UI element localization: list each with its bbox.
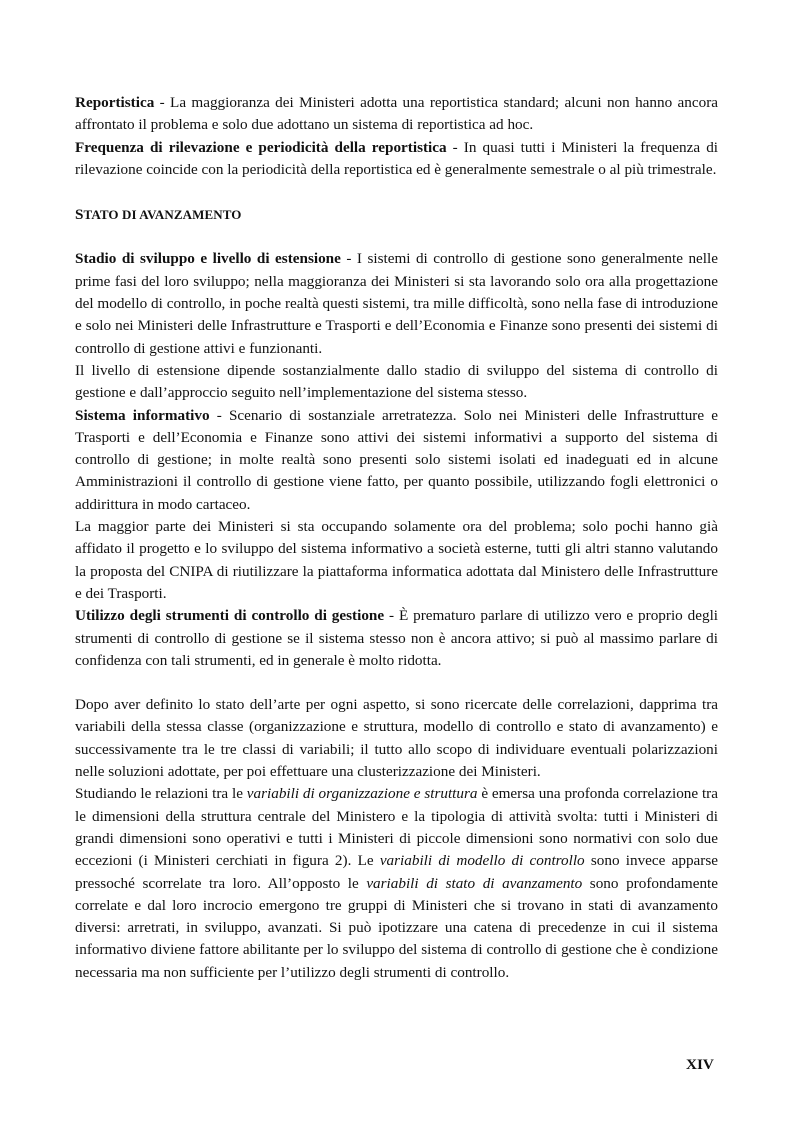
page-number: XIV [686,1056,714,1073]
paragraph-text: sono invece apparse pressoché scorrelate tra loro. All’opposto le [75,852,718,892]
spacer [75,226,718,249]
spacer [75,672,718,694]
paragraph-title: Frequenza di rilevazione e periodicità della reportistica [75,138,447,156]
paragraph-text: - La maggioranza dei Ministeri adotta una reportistica standard; alcuni non hanno ancora affrontato il problema e solo due adottano un sistema di reportistica ad hoc. [75,94,718,134]
paragraph-text: Dopo aver definito lo stato dell’arte per ogni aspetto, si sono ricercate delle correlazioni, dapprima tra variabili della stessa classe (organizzazione e struttura, modello di controllo e stato di avanzamento) e successivamente tra le tre classi di variabili; il tutto allo scopo di individuare eventuali polarizzazioni nelle soluzioni adottate, per poi effettuare una clusterizzazione dei Ministeri. [75,696,718,781]
paragraph-sistema-informativo [75,405,718,516]
paragraph-text: - È prematuro parlare di utilizzo vero e proprio degli strumenti di controllo di gestione se il sistema stesso non è ancora attivo; si può al massimo parlare di confidenza con tali strumenti, ed in generale è molto ridotta. [75,607,719,669]
paragraph-title: Stadio di sviluppo e livello di estensione [75,250,341,268]
paragraph-text: Studiando le relazioni tra le [75,785,247,803]
paragraph-text: - In quasi tutti i Ministeri la frequenza di rilevazione coincide con la periodicità della reportistica ed è generalmente semestrale o al più trimestrale. [75,138,719,178]
italic-term: variabili di stato di avanzamento [366,874,583,892]
section-heading-initial: S [75,205,84,223]
paragraph-maggior-parte [75,516,718,605]
italic-term: variabili di modello di controllo [379,852,585,870]
paragraph-stadio [75,248,718,359]
paragraph-text: Il livello di estensione dipende sostanzialmente dallo stadio di sviluppo del sistema di controllo di gestione e dall’approccio seguito nell’implementazione del sistema stesso. [75,361,718,402]
paragraph-utilizzo [75,605,718,672]
paragraph-correlazioni [75,694,718,783]
paragraph-livello [75,360,718,405]
spacer [75,181,718,204]
paragraph-reportistica [75,92,718,137]
paragraph-studiando [75,783,718,984]
paragraph-title: Utilizzo degli strumenti di controllo di gestione [75,607,385,625]
paragraph-text: sono profondamente correlate e dal loro incrocio emergono tre gruppi di Ministeri che si trovano in stati di avanzamento diversi: arretrati, in sviluppo, avanzati. Si può ipotizzare una catena di precedenze in cui il sistema informativo diviene fattore abilitante per lo sviluppo del sistema di controllo di gestione che è condizione necessaria ma non sufficiente per l’utilizzo degli strumenti di controllo. [75,874,719,981]
paragraph-text: è emersa una profonda correlazione tra le dimensioni della struttura centrale del Ministero e la tipologia di attività svolta: tutti i Ministeri di grandi dimensioni sono operativi e tutti i Ministeri di piccole dimensioni sono normativi con solo due eccezioni (i Ministeri cerchiati in figura 2). Le [75,785,718,870]
section-heading [75,204,718,226]
paragraph-title: Reportistica [75,94,155,111]
paragraph-title: Sistema informativo [75,406,210,424]
paragraph-text: - Scenario di sostanziale arretratezza. Solo nei Ministeri delle Infrastrutture e Trasporti e dell’Economia e Finanze sono attivi dei sistemi informativi a supporto del sistema di controllo di gestione; in molte realtà sono presenti solo sistemi isolati ed inadeguati ed in alcune Amministrazioni il controllo di gestione viene fatto, per quanto possibile, utilizzando fogli elettronici o addirittura in modo cartaceo. [75,406,719,513]
italic-term: variabili di organizzazione e struttura [246,785,478,803]
paragraph-text: - I sistemi di controllo di gestione sono generalmente nelle prime fasi del loro sviluppo; nella maggioranza dei Ministeri si sta lavorando solo ora alla progettazione del modello di controllo, in poche realtà questi sistemi, tra mille difficoltà, sono nella fase di introduzione e solo nei Ministeri delle Infrastrutture e Trasporti e dell’Economia e Finanze sono presenti dei sistemi di controllo di gestione attivi e funzionanti. [75,250,718,357]
paragraph-text: La maggior parte dei Ministeri si sta occupando solamente ora del problema; solo pochi hanno già affidato il progetto e lo sviluppo del sistema informativo a società esterne, tutti gli altri stanno valutando la proposta del CNIPA di riutilizzare la piattaforma informatica adottata dal Ministero delle Infrastrutture e dei Trasporti. [75,518,718,602]
section-heading-rest: TATO DI AVANZAMENTO [83,206,242,222]
document-page [75,92,718,984]
paragraph-frequenza [75,137,718,182]
